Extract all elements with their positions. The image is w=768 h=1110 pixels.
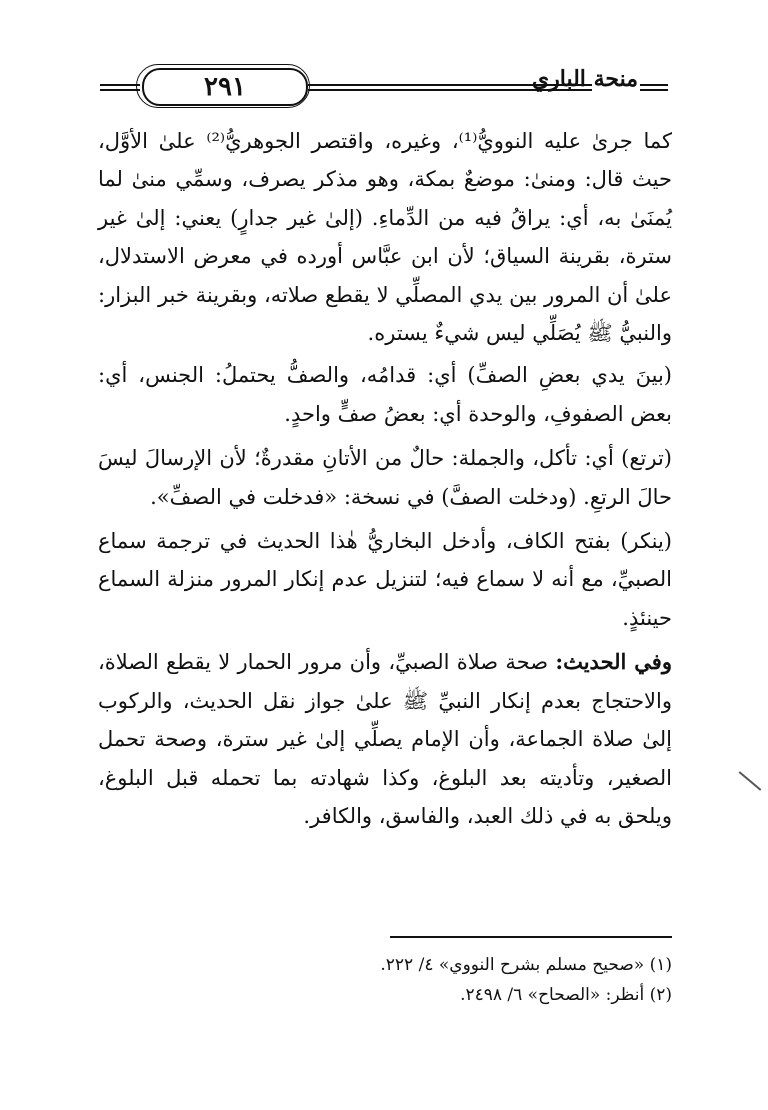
paragraph-4: (ينكر) بفتح الكاف، وأدخل البخاريُّ هٰذا الحديث في ترجمة سماع الصبيِّ، مع أنه لا سماع فيه؛ لتنزيل عدم إنكار المرور منزلة السماع حينئذٍ. (98, 529, 672, 630)
paragraph-1: كما جرىٰ عليه النوويُّ⁽¹⁾، وغيره، واقتصر الجوهريُّ⁽²⁾ علىٰ الأوَّل، حيث قال: ومنىٰ: موضعٌ بمكة، وهو مذكر يصرف، وسمِّي منىٰ لما يُمنَىٰ به، أي: يراقُ فيه من الدِّماءِ. (إلىٰ غير جدارٍ) يعني: إلىٰ غير سترة، بقرينة السياق؛ لأن ابن عبَّاس أورده في معرض الاستدلال، علىٰ أن المرور بين يدي المصلِّي لا يقطع صلاته، وبقرينة خبر البزار: والنبيُّ ﷺ يُصَلِّي ليس شيءٌ يستره. (98, 129, 672, 346)
running-title: منحة الباري (531, 66, 638, 92)
page-number: ٢٩١ (142, 68, 308, 106)
paragraph-5 (98, 643, 672, 835)
paragraph-3: (ترتع) أي: تأكل، والجملة: حالٌ من الأتانِ مقدرةٌ؛ لأن الإرسالَ ليسَ حالَ الرتعِ. (ودخلت الصفَّ) في نسخة: «فدخلت في الصفِّ». (98, 446, 672, 509)
paragraph-5-text: صحة صلاة الصبيِّ، وأن مرور الحمار لا يقطع الصلاة، والاحتجاج بعدم إنكار النبيِّ ﷺ علىٰ جواز نقل الحديث، والركوب إلىٰ صلاة الجماعة، وأن الإمام يصلِّي إلىٰ غير سترة، وصحة تحمل الصغير، وتأديته بعد البلوغ، وكذا شهادته بما تحمله قبل البلوغ، ويلحق به في ذلك العبد، والفاسق، والكافر. (98, 650, 672, 828)
page-edge-mark (739, 771, 762, 791)
footnotes (98, 950, 672, 1010)
main-text (98, 122, 672, 841)
paragraph-5-lead: وفي الحديث: (555, 649, 672, 675)
page-header (100, 62, 668, 112)
header-rule-left (100, 84, 140, 91)
footnote-2: (٢) أنظر: «الصحاح» ٦/ ٢٤٩٨. (460, 985, 672, 1005)
footnote-1: (١) «صحيح مسلم بشرح النووي» ٤/ ٢٢٢. (380, 955, 672, 975)
header-rule-right (640, 84, 668, 91)
footnote-separator (390, 936, 672, 938)
paragraph-2: (بينَ يدي بعضِ الصفِّ) أي: قدامُه، والصفُّ يحتملُ: الجنس، أي: بعض الصفوفِ، والوحدة أي: بعضُ صفٍّ واحدٍ. (98, 363, 672, 426)
